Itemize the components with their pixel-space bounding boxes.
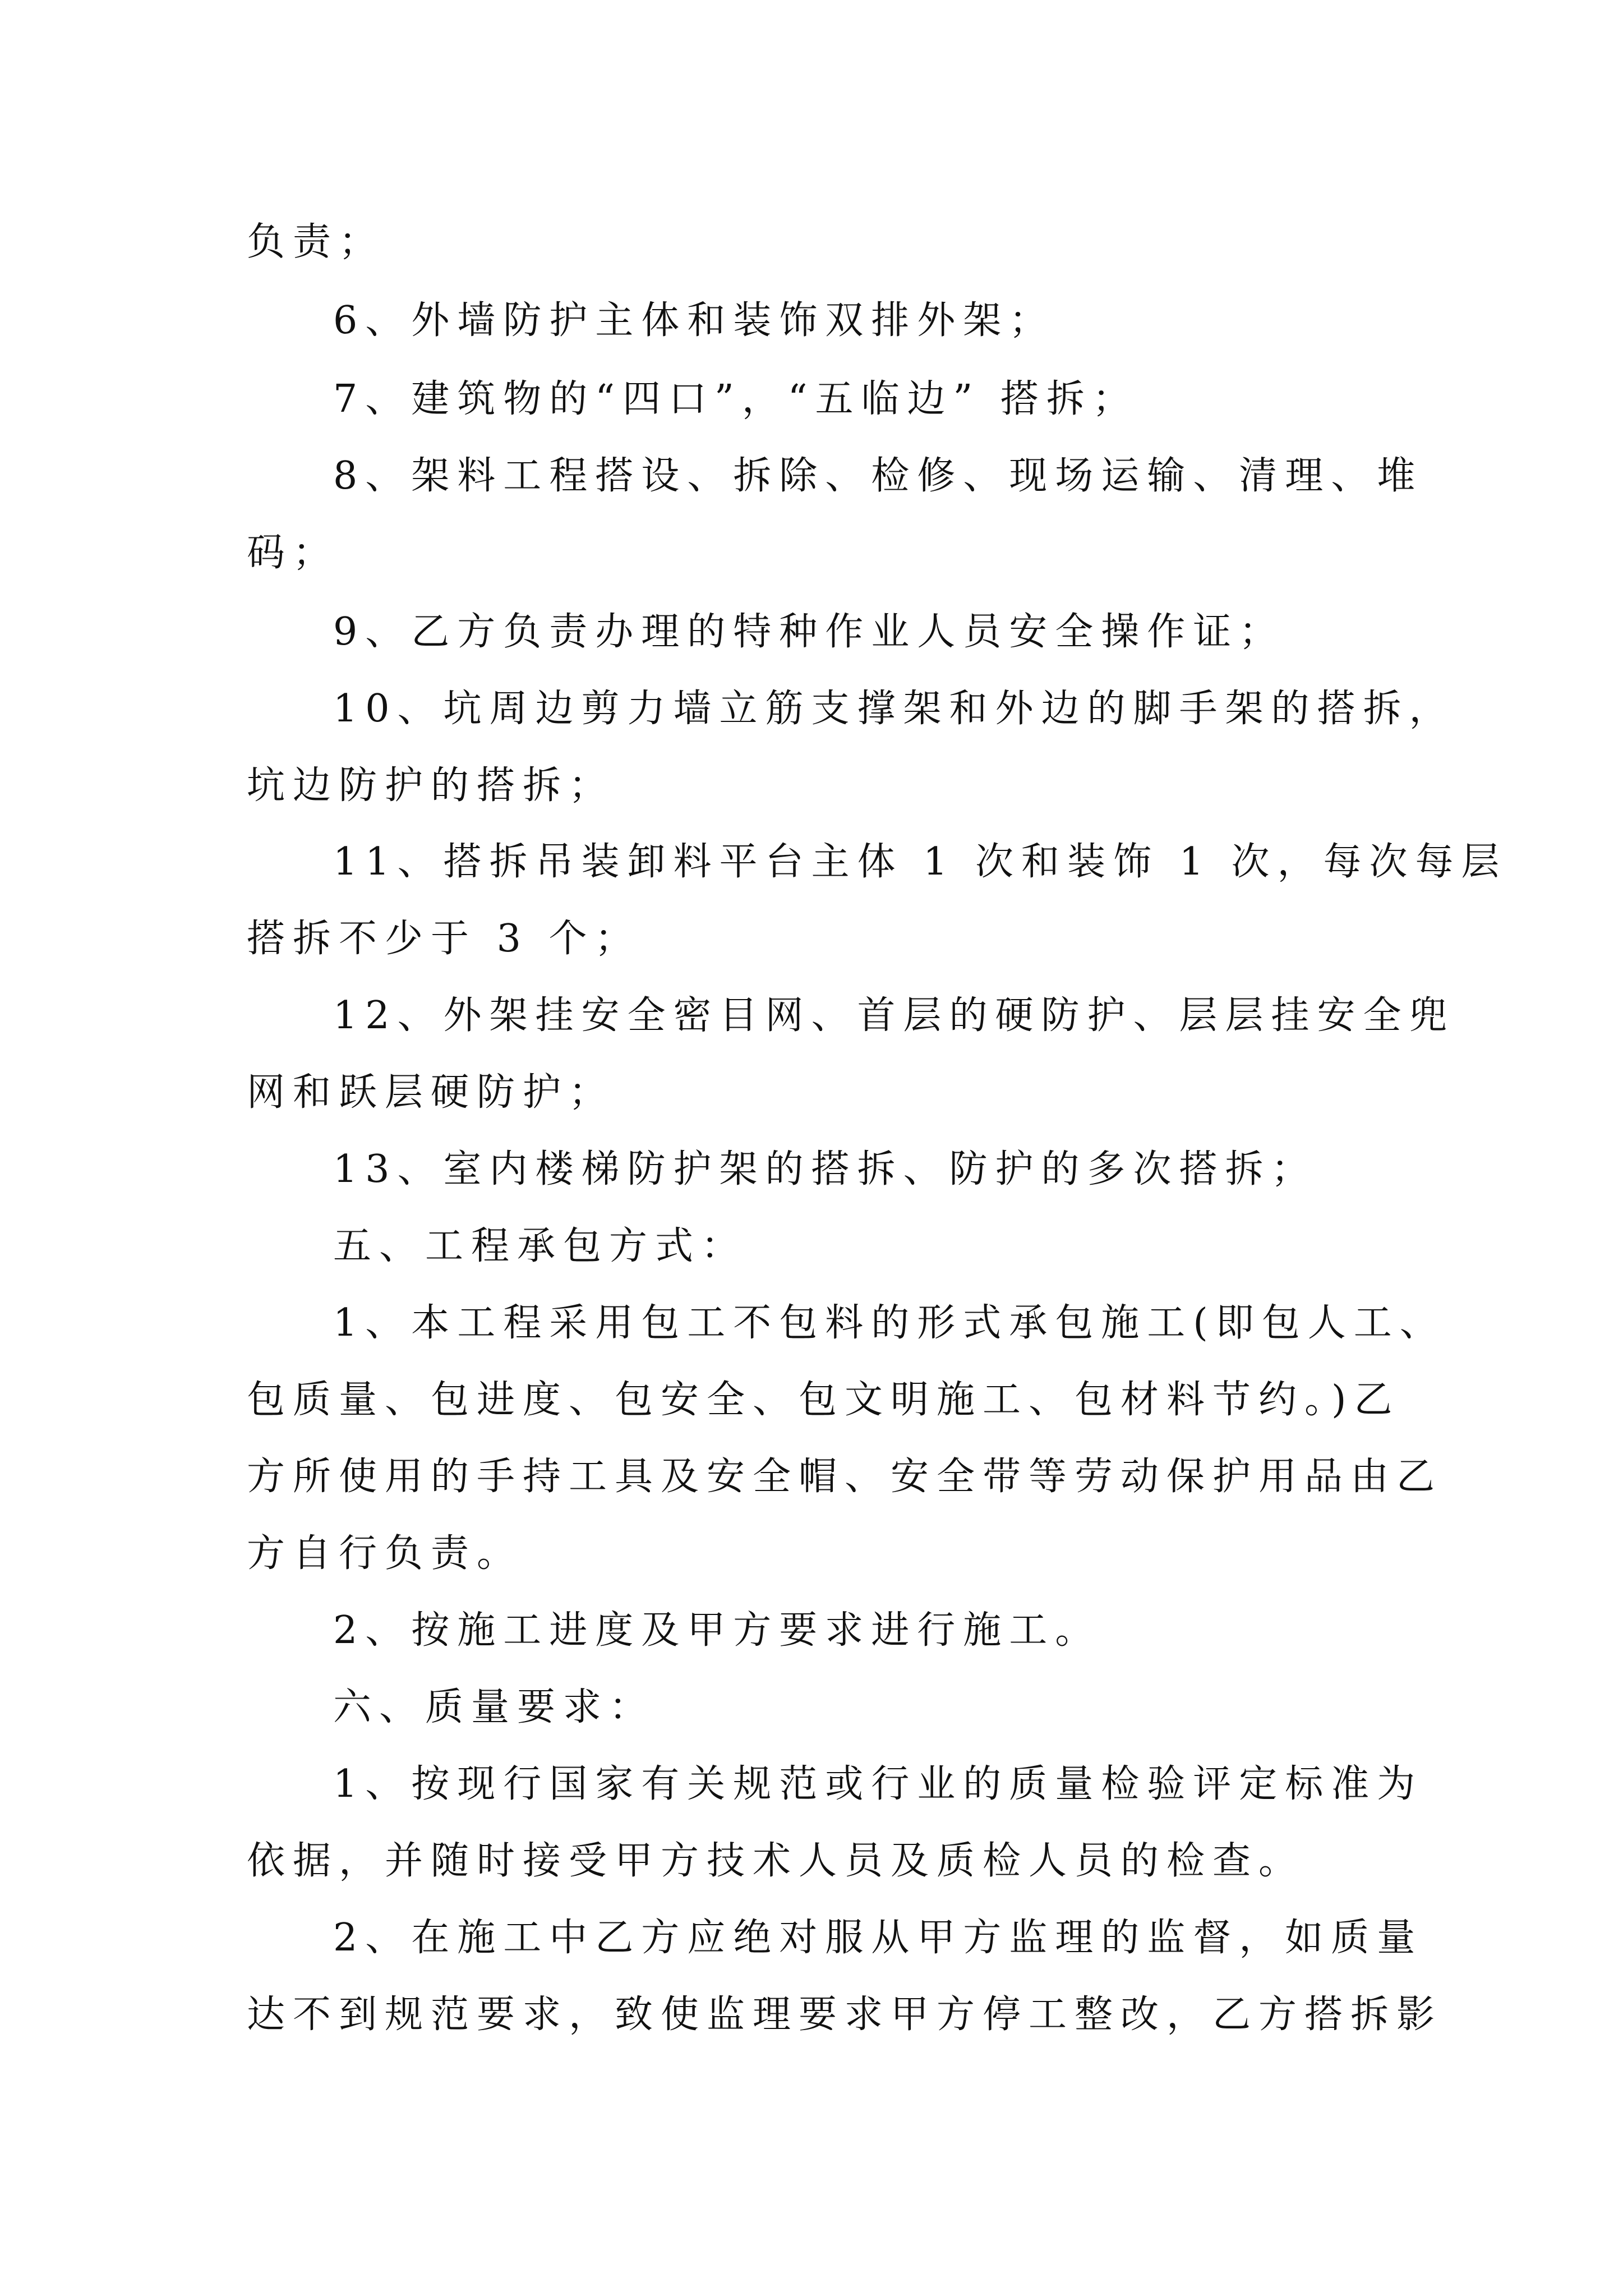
text-line-22: 依据，并随时接受甲方技术人员及质检人员的检查。 <box>247 1839 1305 1883</box>
text-line-11: 12、外架挂安全密目网、首层的硬防护、层层挂安全兜 <box>333 993 1455 1038</box>
text-line-4: 8、架料工程搭设、拆除、检修、现场运输、清理、堆 <box>333 454 1423 498</box>
text-line-7: 10、坑周边剪力墙立筋支撑架和外边的脚手架的搭拆， <box>333 687 1455 731</box>
text-line-21: 1、按现行国家有关规范或行业的质量检验评定标准为 <box>333 1762 1423 1806</box>
text-line-5: 码； <box>247 531 339 575</box>
text-line-10: 搭拆不少于 3 个； <box>247 917 641 961</box>
text-line-18: 方自行负责。 <box>247 1531 523 1576</box>
text-line-12: 网和跃层硬防护； <box>247 1070 615 1115</box>
text-line-24: 达不到规范要求，致使监理要求甲方停工整改，乙方搭拆影 <box>247 1993 1443 2037</box>
text-line-13: 13、室内楼梯防护架的搭拆、防护的多次搭拆； <box>333 1147 1317 1191</box>
section-heading-quality: 六、质量要求： <box>333 1685 656 1729</box>
text-line-2: 6、外墙防护主体和装饰双排外架； <box>333 298 1055 343</box>
text-line-19: 2、按施工进度及甲方要求进行施工。 <box>333 1608 1101 1653</box>
text-line-6: 9、乙方负责办理的特种作业人员安全操作证； <box>333 610 1285 654</box>
text-line-16: 包质量、包进度、包安全、包文明施工、包材料节约。)乙 <box>247 1378 1400 1422</box>
text-line-3: 7、建筑物的“四口”，“五临边” 搭拆； <box>333 377 1138 421</box>
section-heading-contract-method: 五、工程承包方式： <box>333 1224 748 1268</box>
text-line-15: 1、本工程采用包工不包料的形式承包施工(即包人工、 <box>333 1301 1446 1345</box>
text-line-23: 2、在施工中乙方应绝对服从甲方监理的监督，如质量 <box>333 1916 1423 1960</box>
text-line-17: 方所使用的手持工具及安全帽、安全带等劳动保护用品由乙 <box>247 1455 1443 1499</box>
text-line-1: 负责； <box>247 220 385 264</box>
text-line-9: 11、搭拆吊装卸料平台主体 1 次和装饰 1 次，每次每层 <box>333 840 1507 884</box>
text-line-8: 坑边防护的搭拆； <box>247 763 615 808</box>
